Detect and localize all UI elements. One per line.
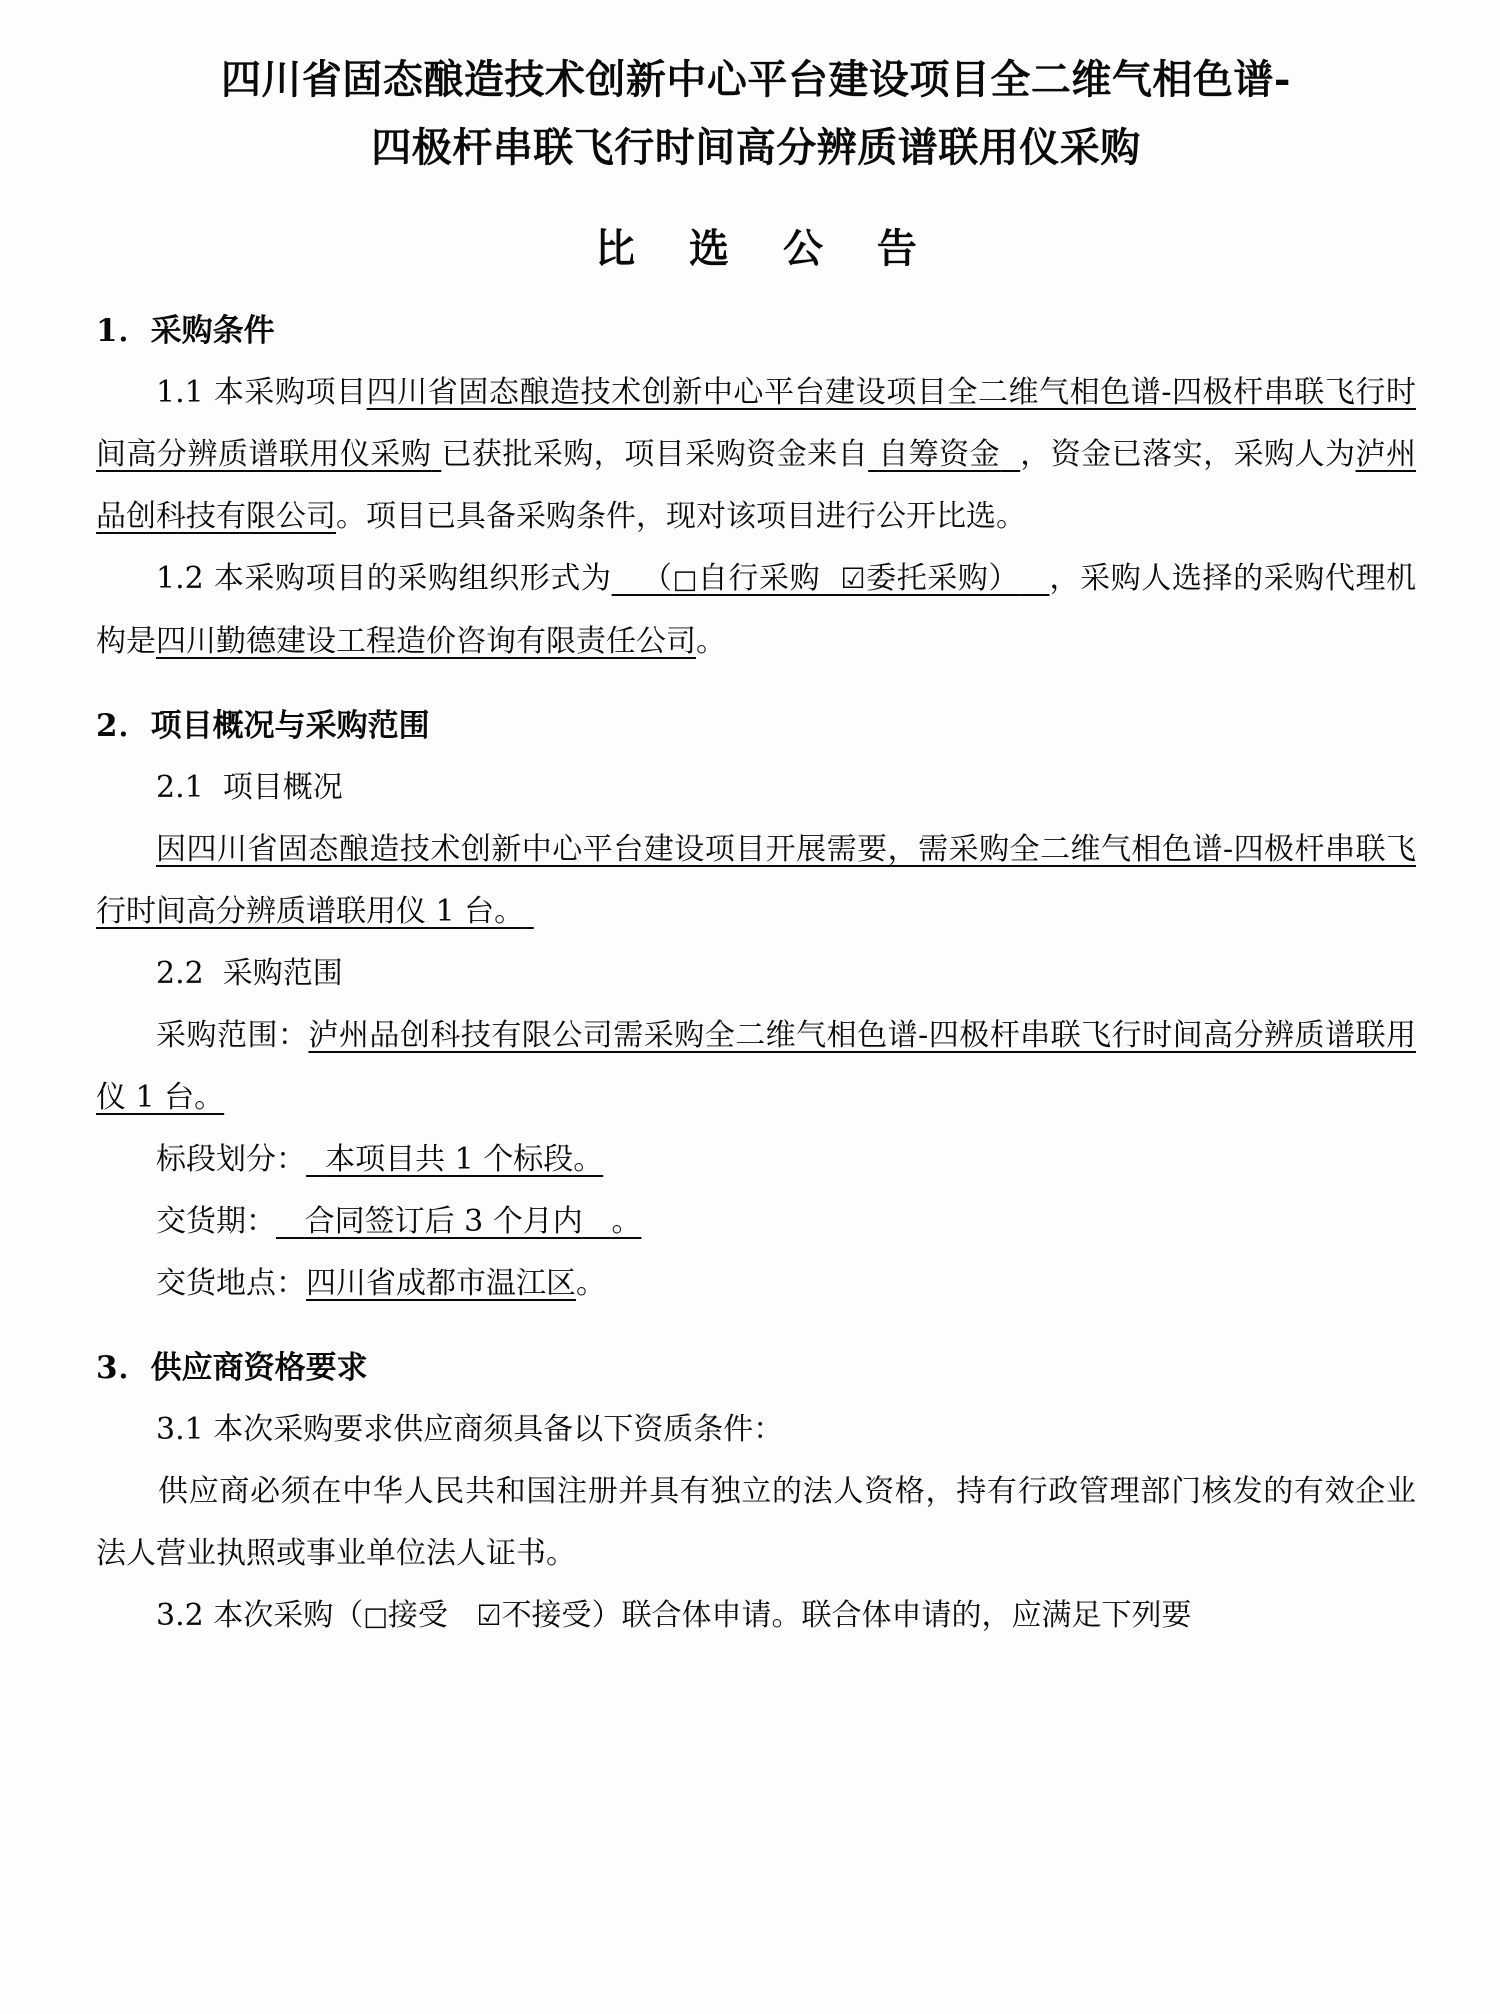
clause-1-2-text-c: 。: [696, 624, 726, 659]
clause-3-1-lead-text: 本次采购要求供应商须具备以下资质条件：: [213, 1412, 784, 1447]
option-self-procurement-label: 自行采购: [697, 561, 821, 596]
lot-division-label: 标段划分：: [156, 1142, 306, 1177]
delivery-place-label: 交货地点：: [156, 1266, 306, 1301]
section-number-3: 3．: [96, 1350, 151, 1386]
document-title: [96, 46, 1416, 182]
delivery-period-row: [96, 1191, 1416, 1253]
clause-2-2-title: 采购范围: [222, 956, 343, 991]
clause-1-1-text-c: ，资金已落实，采购人为: [1020, 437, 1356, 472]
clause-1-2-label: 1.2: [156, 561, 204, 596]
clause-1-1-text-d: 。项目已具备采购条件，现对该项目进行公开比选。: [336, 499, 1026, 534]
clause-3-1-body: [96, 1461, 1416, 1585]
clause-1-1-purchaser: 泸州品创科技有限公司: [96, 437, 1417, 534]
clause-3-2: [96, 1585, 1416, 1648]
clause-1-1-text-a: 本采购项目: [213, 375, 367, 410]
document-title-line-1: 四川省固态酿造技术创新中心平台建设项目全二维气相色谱-: [220, 56, 1292, 103]
clause-1-1-text-b: 已获批采购，项目采购资金来自: [441, 437, 869, 472]
clause-2-2-heading: [96, 943, 1416, 1005]
clause-2-1-body: [96, 819, 1416, 943]
page-content: [96, 46, 1416, 1648]
clause-1-1-label: 1.1: [156, 375, 204, 410]
clause-1-2-text-a: 本采购项目的采购组织形式为: [213, 561, 612, 596]
document-title-line-2: 四极杆串联飞行时间高分辨质谱联用仪采购: [371, 124, 1141, 171]
option-accept-label: 接受: [387, 1598, 448, 1633]
clause-1-1-funding-source: 自筹资金: [878, 437, 1001, 472]
option-entrusted-procurement-label: 委托采购: [865, 561, 989, 596]
clause-3-2-option-group: [333, 1598, 621, 1633]
clause-1-1: [96, 362, 1416, 548]
section-heading-3: [96, 1337, 1416, 1399]
clause-2-1-label: 2.1: [156, 770, 204, 805]
clause-3-1-lead: [96, 1399, 1416, 1461]
clause-1-2: [96, 548, 1416, 673]
clause-3-2-text-a: 本次采购: [213, 1598, 334, 1633]
paren-open-2: （: [333, 1598, 364, 1633]
clause-2-1-title: 项目概况: [222, 770, 343, 805]
paren-close-2: ）: [591, 1598, 622, 1633]
section-title-2: 项目概况与采购范围: [150, 708, 430, 744]
checkbox-checked-icon-2[interactable]: ☑: [476, 1599, 502, 1632]
clause-1-1-project-name: 四川省固态酿造技术创新中心平台建设项目全二维气相色谱-四极杆串联飞行时间高分辨质谱联用仪采购: [96, 375, 1416, 472]
section-title-3: 供应商资格要求: [150, 1350, 368, 1386]
paren-open: （: [642, 561, 673, 596]
delivery-period-label: 交货期：: [156, 1204, 276, 1239]
delivery-place-suffix: 。: [576, 1266, 606, 1301]
announcement-heading: 比 选 公 告: [595, 225, 937, 272]
section-heading-2: [96, 695, 1416, 757]
clause-3-2-label: 3.2: [156, 1598, 204, 1633]
delivery-period-suffix: 。: [611, 1204, 642, 1239]
checkbox-checked-icon[interactable]: ☑: [840, 562, 866, 595]
clause-1-2-text-b: ，采购人选择的采购代理机构是: [96, 561, 1417, 659]
checkbox-unchecked-icon-2[interactable]: □: [363, 1602, 388, 1632]
delivery-period-value: 合同签订后 3 个月内: [304, 1204, 583, 1239]
section-title-1: 采购条件: [150, 313, 275, 349]
clause-2-2-body-prefix: 采购范围：: [156, 1018, 309, 1053]
option-reject-label: 不接受: [501, 1598, 592, 1633]
clause-1-2-option-group: [642, 561, 1019, 596]
clause-3-1-body-text: 供应商必须在中华人民共和国注册并具有独立的法人资格，持有行政管理部门核发的有效企业法人营业执照或事业单位法人证书。: [96, 1474, 1416, 1571]
paren-close: ）: [988, 561, 1020, 596]
lot-division-value: 本项目共 1 个标段。: [325, 1142, 604, 1177]
clause-2-2-body-text: 泸州品创科技有限公司需采购全二维气相色谱-四极杆串联飞行时间高分辨质谱联用仪 1 台。: [96, 1018, 1416, 1115]
clause-3-2-text-b: 联合体申请。联合体申请的，应满足下列要: [621, 1598, 1192, 1633]
delivery-place-value: 四川省成都市温江区: [306, 1266, 576, 1301]
clause-2-2-body: [96, 1005, 1416, 1129]
section-heading-1: [96, 300, 1416, 362]
clause-2-1-heading: [96, 757, 1416, 819]
section-number-1: 1．: [96, 313, 151, 349]
section-number-2: 2．: [96, 708, 151, 744]
clause-2-1-body-text: 因四川省固态酿造技术创新中心平台建设项目开展需要，需采购全二维气相色谱-四极杆串联飞行时间高分辨质谱联用仪 1 台。: [96, 832, 1416, 929]
clause-2-2-label: 2.2: [156, 956, 204, 991]
lot-division-row: [96, 1129, 1416, 1191]
delivery-place-row: [96, 1253, 1416, 1315]
clause-1-2-agency: 四川勤德建设工程造价咨询有限责任公司: [156, 624, 696, 659]
clause-3-1-label: 3.1: [156, 1412, 204, 1447]
checkbox-unchecked-icon[interactable]: □: [672, 565, 698, 595]
